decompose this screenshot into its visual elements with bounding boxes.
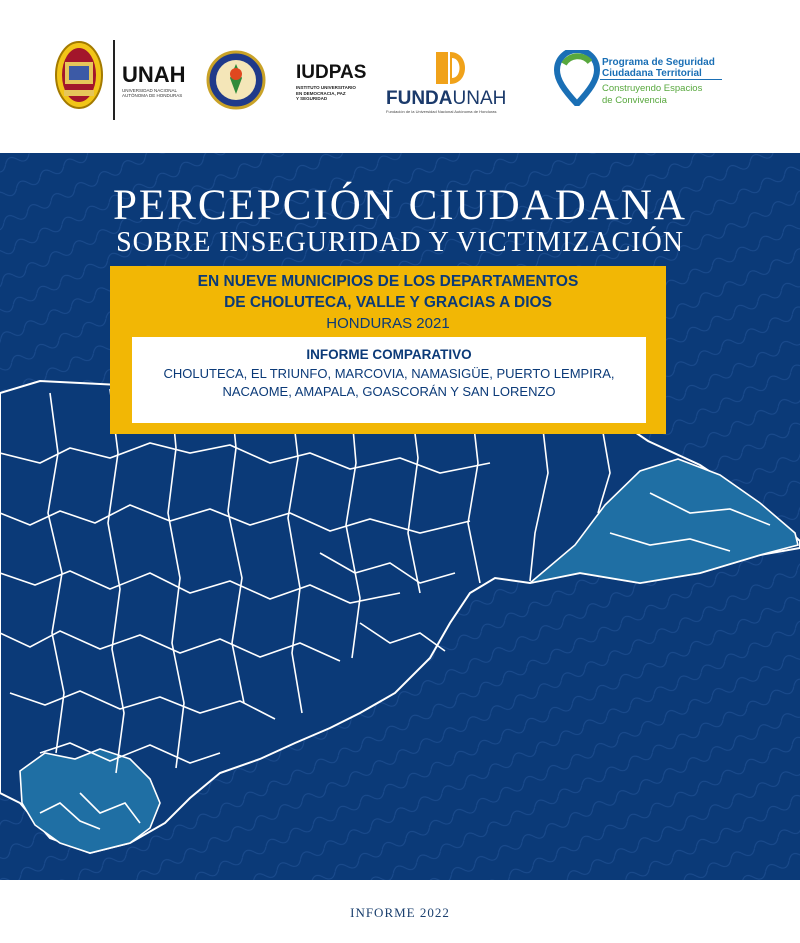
funda-suffix: UNAH xyxy=(452,88,507,109)
iudpas-sub-2: EN DEMOCRACIA, PAZ xyxy=(296,90,346,96)
program-tagline-2: de Convivencia xyxy=(602,95,667,106)
fundaunah-icon xyxy=(432,50,472,86)
fundaunah-subtext: Fundación de la Universidad Nacional Autónoma de Honduras xyxy=(386,109,497,114)
logo-bar xyxy=(0,0,800,153)
cover-panel xyxy=(0,153,800,880)
program-divider xyxy=(600,79,722,80)
subtitle-line-1: EN NUEVE MUNICIPIOS DE LOS DEPARTAMENTOS xyxy=(197,273,579,290)
footer-label: INFORME 2022 xyxy=(350,905,450,920)
subtitle-year: HONDURAS 2021 xyxy=(326,315,450,332)
program-tagline-1: Construyendo Espacios xyxy=(602,83,703,94)
title-line-2: SOBRE INSEGURIDAD Y VICTIMIZACIÓN xyxy=(116,227,684,258)
report-title: INFORME COMPARATIVO xyxy=(306,347,472,362)
unah-divider xyxy=(113,40,115,120)
unah-wordmark: UNAH xyxy=(122,62,186,87)
subtitle-line-2: DE CHOLUTECA, VALLE Y GRACIAS A DIOS xyxy=(224,294,552,311)
municipalities-line-1: CHOLUTECA, EL TRIUNFO, MARCOVIA, NAMASIGÜE, PUERTO LEMPIRA, xyxy=(163,366,615,381)
location-pin-icon xyxy=(554,50,600,106)
subtitle-box xyxy=(110,266,666,434)
program-title-1: Programa de Seguridad xyxy=(602,57,715,68)
seal-icon xyxy=(206,50,266,110)
unah-subtext: UNIVERSIDAD NACIONAL AUTÓNOMA DE HONDURAS xyxy=(122,88,183,98)
fundaunah-wordmark xyxy=(386,88,506,110)
iudpas-sub-1: INSTITUTO UNIVERSITARIO xyxy=(296,85,356,90)
title-line-1: PERCEPCIÓN CIUDADANA xyxy=(113,182,687,229)
program-title-2: Ciudadana Territorial xyxy=(602,68,702,79)
iudpas-wordmark: IUDPAS xyxy=(296,62,367,83)
iudpas-sub-3: Y SEGURIDAD xyxy=(296,96,328,101)
report-info-box xyxy=(132,337,646,423)
unah-crest-icon xyxy=(55,40,115,110)
honduras-map xyxy=(0,153,800,880)
municipalities-line-2: NACAOME, AMAPALA, GOASCORÁN Y SAN LORENZO xyxy=(222,384,556,399)
funda-prefix: FUNDA xyxy=(386,88,453,109)
